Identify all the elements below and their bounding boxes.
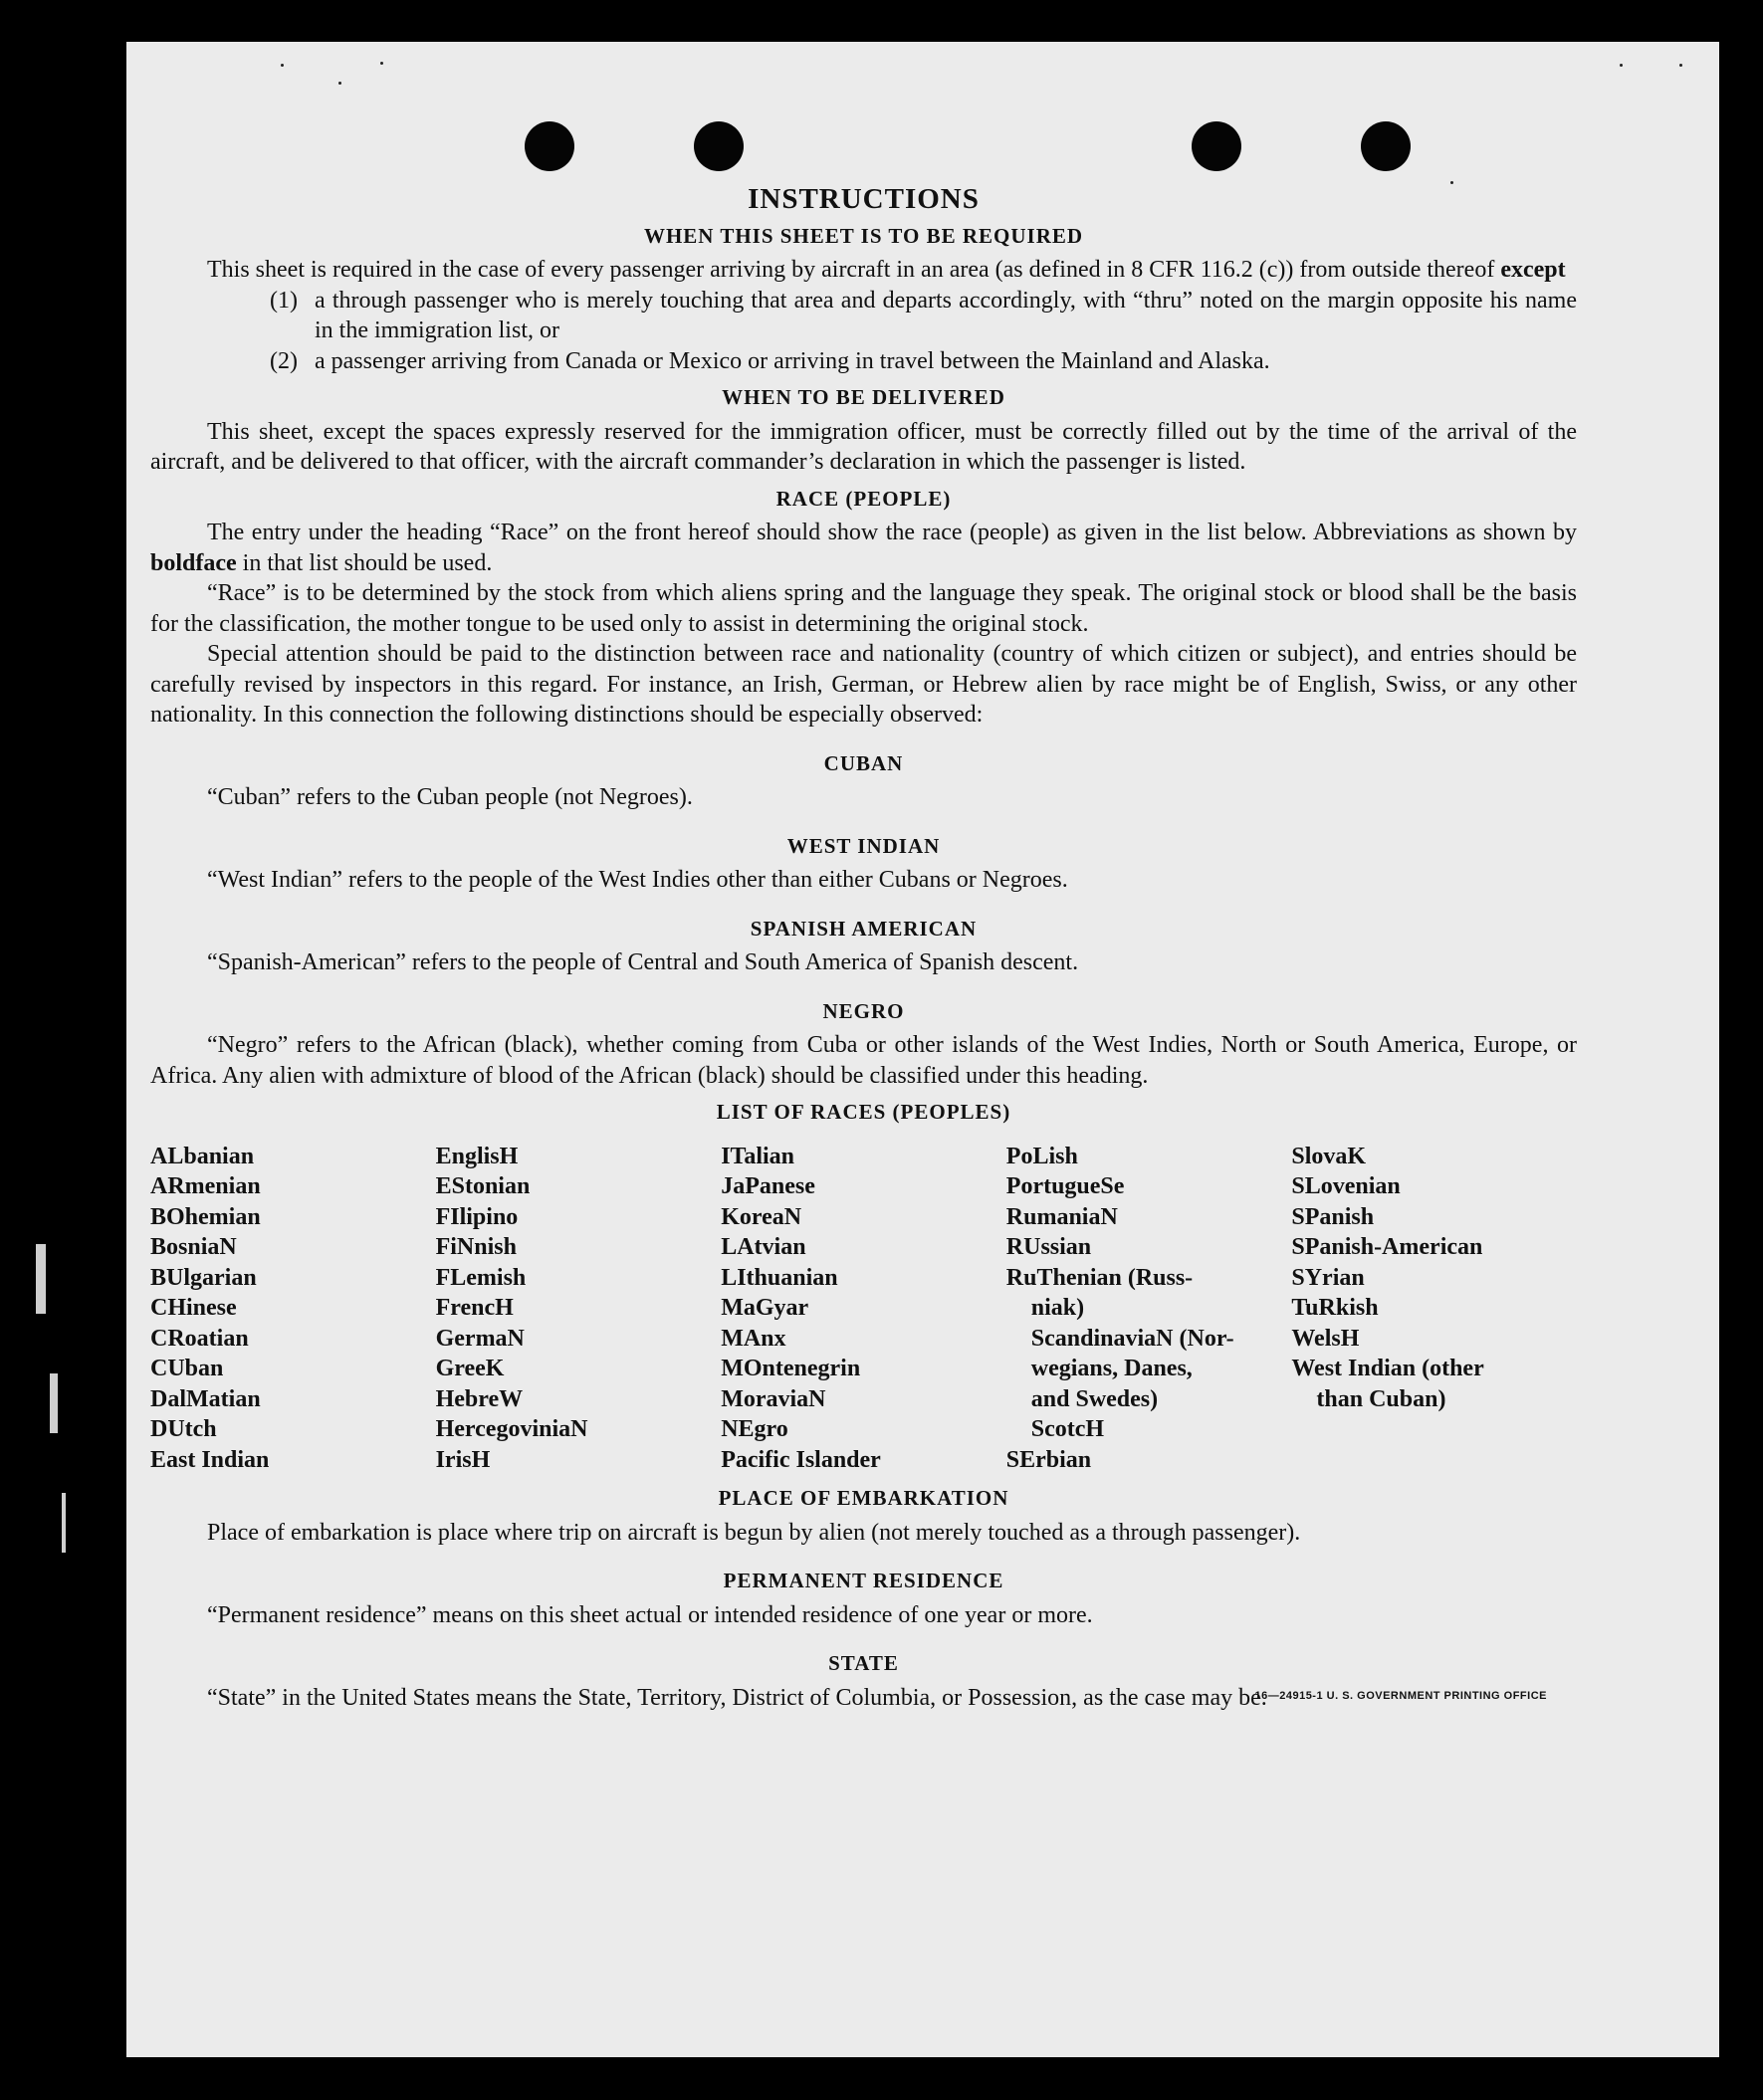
exception-item-1 (150, 286, 1577, 346)
state-text: “State” in the United States means the State, Territory, District of Columbia, or Possession, as the case may be. (207, 1684, 1267, 1711)
race-entry: BOhemian (150, 1203, 261, 1230)
race-entry: CUban (150, 1356, 224, 1381)
race-entry: BUlgarian (150, 1264, 257, 1291)
race-entry: than Cuban) (1316, 1385, 1446, 1412)
race-entry: SErbian (1005, 1446, 1092, 1473)
race-list (150, 1142, 1577, 1476)
race-entry: MaGyar (721, 1295, 809, 1321)
race-paragraph-1 (150, 518, 1577, 578)
speck (1620, 64, 1623, 67)
race-entry: FiNnish (435, 1234, 517, 1260)
instructions-content (150, 176, 1577, 1713)
printer-imprint: 16—24915-1 U. S. GOVERNMENT PRINTING OFFICE (1254, 1689, 1547, 1702)
race-entry: and Swedes) (1030, 1385, 1159, 1412)
residence-text: “Permanent residence” means on this sheet actual or intended residence of one year or more. (207, 1601, 1093, 1628)
scan-artifact (50, 1373, 58, 1433)
exception-item-2 (150, 346, 1577, 377)
race-entry: SPanish (1291, 1203, 1375, 1230)
race-entry: GreeK (435, 1356, 505, 1381)
race-entry: HercegoviniaN (435, 1416, 588, 1442)
race-column (150, 1142, 436, 1476)
race-entry: niak) (1030, 1295, 1085, 1321)
race-entry: LAtvian (721, 1234, 806, 1260)
embarkation-text: Place of embarkation is place where trip on aircraft is begun by alien (not merely touched as a through passenger). (207, 1519, 1301, 1546)
race-entry: West Indian (other (1291, 1356, 1484, 1381)
cuban-text: “Cuban” refers to the Cuban people (not Negroes). (207, 784, 693, 810)
section-heading-race: RACE (PEOPLE) (775, 486, 952, 511)
race-entry: ITalian (721, 1143, 795, 1169)
race-entry: Pacific Islander (721, 1446, 881, 1473)
punch-hole-2 (694, 121, 744, 171)
item-number: (2) (270, 347, 298, 374)
race-entry: DUtch (150, 1416, 217, 1442)
race-entry: HebreW (435, 1385, 524, 1412)
race-entry: RuThenian (Russ- (1005, 1264, 1194, 1291)
race-p1-bold: boldface (150, 549, 237, 576)
race-entry: wegians, Danes, (1030, 1356, 1193, 1381)
race-entry: LIthuanian (721, 1264, 838, 1291)
race-entry: KoreaN (721, 1203, 802, 1230)
race-column (1006, 1142, 1292, 1476)
race-entry: East Indian (150, 1446, 270, 1473)
state-section (150, 1683, 1577, 1714)
race-entry: BosniaN (150, 1234, 237, 1260)
section-heading-cuban: CUBAN (823, 750, 904, 775)
item-text: a passenger arriving from Canada or Mexico or arriving in travel between the Mainland and Alaska. (315, 347, 1270, 374)
page-title: INSTRUCTIONS (748, 183, 980, 215)
punch-hole-4 (1361, 121, 1411, 171)
section-heading-spanish-american: SPANISH AMERICAN (750, 916, 978, 941)
race-column (1291, 1142, 1577, 1476)
negro-text: “Negro” refers to the African (black), whether coming from Cuba or other islands of the West Indies, North or South America, Europe, or Africa. Any alien with admixture of blood of the African (black) should be classified under this heading. (150, 1032, 1577, 1089)
race-entry: SlovaK (1291, 1143, 1367, 1169)
section-heading-negro: NEGRO (822, 998, 905, 1023)
section-heading-when-delivered: WHEN TO BE DELIVERED (722, 385, 1005, 409)
race-entry: EnglisH (435, 1143, 519, 1169)
intro-bold: except (1500, 257, 1566, 283)
race-entry: RumaniaN (1005, 1203, 1118, 1230)
list-of-races-heading: LIST OF RACES (PEOPLES) (716, 1100, 1011, 1124)
race-entry: CHinese (150, 1295, 237, 1321)
race-entry: RUssian (1005, 1234, 1092, 1260)
race-entry: GermaN (435, 1325, 525, 1352)
race-entry: TuRkish (1291, 1295, 1379, 1321)
race-entry: PortugueSe (1005, 1173, 1125, 1199)
race-entry: MoraviaN (721, 1385, 826, 1412)
race-p1-text-end: in that list should be used. (236, 549, 493, 576)
race-entry: SLovenian (1291, 1173, 1401, 1199)
race-entry: SYrian (1291, 1264, 1365, 1291)
intro-text: This sheet is required in the case of every passenger arriving by aircraft in an area (as defined in 8 CFR 116.2 (c)) from outside thereof (207, 257, 1501, 283)
spanish-american-text: “Spanish-American” refers to the people of Central and South America of Spanish descent. (207, 949, 1079, 975)
race-entry: ARmenian (150, 1173, 261, 1199)
section-heading-residence: PERMANENT RESIDENCE (723, 1569, 1004, 1592)
section-heading-west-indian: WEST INDIAN (786, 833, 941, 858)
race-column (436, 1142, 722, 1476)
race-entry: MAnx (721, 1325, 786, 1352)
race-entry: NEgro (721, 1416, 788, 1442)
race-entry: CRoatian (150, 1325, 249, 1352)
race-entry: FrencH (435, 1295, 514, 1321)
section-heading-state: STATE (828, 1651, 899, 1675)
race-entry: FLemish (435, 1264, 527, 1291)
document-sheet (126, 42, 1719, 2057)
scan-artifact (62, 1493, 66, 1553)
race-entry: ALbanian (150, 1143, 255, 1169)
race-column (721, 1142, 1006, 1476)
race-entry: EStonian (435, 1173, 531, 1199)
scan-artifact (36, 1244, 46, 1314)
race-entry: ScotcH (1030, 1416, 1105, 1442)
when-delivered-text: This sheet, except the spaces expressly reserved for the immigration officer, must be correctly filled out by the time of the arrival of the aircraft, and be delivered to that officer, with the aircraft commander’s declaration in which the passenger is listed. (150, 418, 1577, 475)
speck (281, 64, 284, 67)
when-required-intro (150, 255, 1577, 286)
race-paragraph-2: “Race” is to be determined by the stock from which aliens spring and the language they speak. The original stock or blood shall be the basis for the classification, the mother tongue to be used only to assist in determining the original stock. (150, 580, 1577, 637)
speck (338, 82, 341, 85)
speck (380, 62, 383, 65)
race-entry: DalMatian (150, 1385, 261, 1412)
punch-hole-3 (1192, 121, 1241, 171)
race-entry: MOntenegrin (721, 1356, 861, 1381)
speck (1679, 64, 1682, 67)
item-text: a through passenger who is merely touching that area and departs accordingly, with “thru” noted on the margin opposite his name in the immigration list, or (315, 287, 1577, 343)
race-entry: ScandinaviaN (Nor- (1030, 1325, 1234, 1352)
race-p1-text: The entry under the heading “Race” on the front hereof should show the race (people) as given in the list below. Abbreviations as shown by (207, 520, 1577, 545)
west-indian-text: “West Indian” refers to the people of the West Indies other than either Cubans or Negroes. (207, 867, 1068, 893)
section-heading-when-required: WHEN THIS SHEET IS TO BE REQUIRED (643, 223, 1084, 248)
race-entry: FIlipino (435, 1203, 519, 1230)
race-paragraph-3: Special attention should be paid to the distinction between race and nationality (country of which citizen or subject), and entries should be carefully revised by inspectors in this regard. For instance, an Irish, German, or Hebrew alien by race might be of English, Swiss, or any other nationality. In this connection the following distinctions should be especially observed: (150, 641, 1577, 728)
section-heading-embarkation: PLACE OF EMBARKATION (718, 1486, 1009, 1510)
punch-hole-1 (525, 121, 574, 171)
race-entry: WelsH (1291, 1325, 1360, 1352)
race-entry: PoLish (1005, 1143, 1078, 1169)
race-entry: SPanish-American (1291, 1234, 1483, 1260)
race-entry: JaPanese (721, 1173, 815, 1199)
item-number: (1) (270, 287, 298, 314)
race-entry: IrisH (435, 1446, 491, 1473)
